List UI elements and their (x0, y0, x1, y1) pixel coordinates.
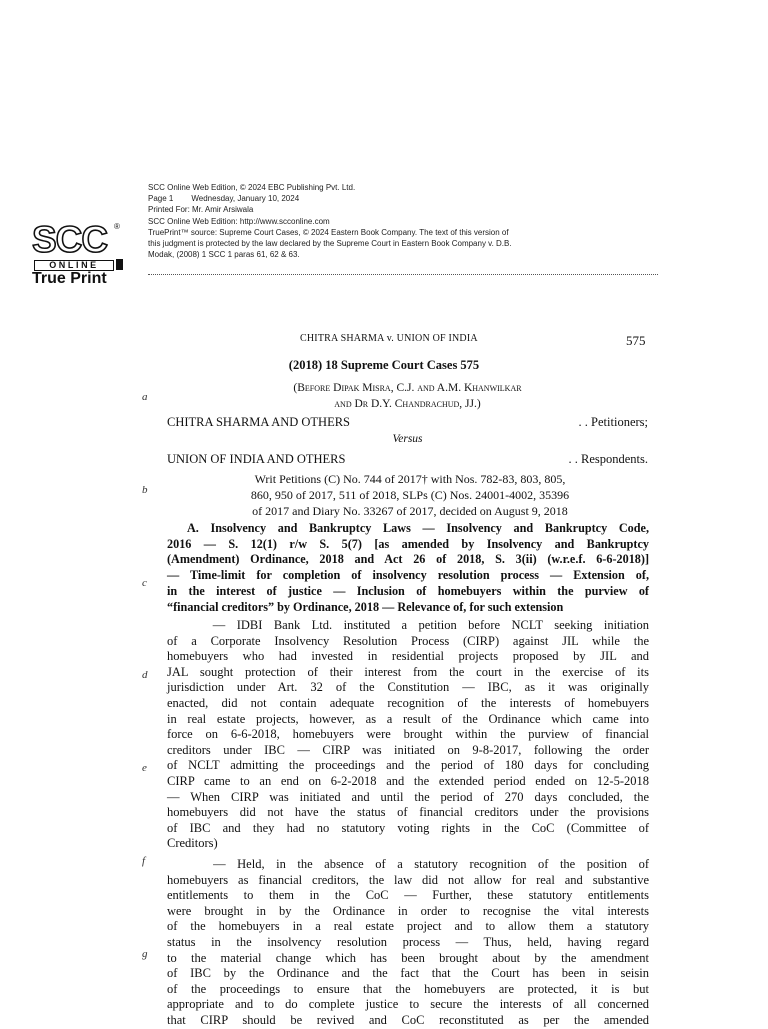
logo-scc-text: SCC (32, 219, 108, 260)
para-line: JAL sought protection of their interest from the court in the exercise of its (167, 664, 649, 679)
para-line: appropriate and to do complete justice to secure the interests of all concerned (167, 997, 649, 1012)
case-citation: (2018) 18 Supreme Court Cases 575 (288, 358, 480, 372)
para-line: of IBC by the Ordinance and the fact that the Court has been in seisin (167, 966, 649, 981)
writ-line-3: of 2017 and Diary No. 33267 of 2017, decided on August 9, 2018 (252, 503, 568, 518)
headnote-line: (Amendment) Ordinance, 2018 and Act 26 of 2018, S. 3(ii) (w.r.e.f. 6-6-2018)] (167, 552, 649, 567)
para-line: of a Corporate Insolvency Resolution Process (CIRP) against JIL while the (167, 633, 649, 648)
margin-letter-e: e (142, 762, 147, 774)
para-line: jurisdiction under Art. 32 of the Constitution — IBC, as it was originally (167, 680, 649, 695)
running-head: CHITRA SHARMA v. UNION OF INDIA (300, 333, 478, 344)
para-line: were brought in by the Ordinance in order to recognise the vital interests (167, 903, 649, 918)
bench-line-1: (Before Dipak Misra, C.J. and A.M. Khanwilkar (293, 382, 522, 394)
para-line: homebuyers as financial creditors, the law did not allow for real and substantive (167, 872, 649, 887)
para-line: — When CIRP was initiated and until the period of 270 days concluded, the (167, 789, 649, 804)
page-number: 575 (626, 333, 646, 348)
header-line-website: SCC Online Web Edition: http://www.scconline.com (148, 216, 330, 226)
writ-line-2: 860, 950 of 2017, 511 of 2018, SLPs (C) Nos. 24001-4002, 35396 (250, 487, 570, 502)
respondent-role: . . Respondents. (568, 452, 648, 466)
headnote-line: — Time-limit for completion of insolvency resolution process — Extension of, (167, 568, 649, 583)
logo-true-print-text: True Print (32, 270, 107, 287)
headnote-paragraph-1 (167, 618, 649, 852)
para-line: of IBC and they had no statutory voting rights in the CoC (Committee of (167, 820, 649, 835)
logo-registered-mark: ® (114, 222, 120, 231)
para-line: entitlements to them in the CoC — Further, these statutory entitlements (167, 888, 649, 903)
para-line: CIRP came to an end on 6-2-2018 and the extended period ended on 12-5-2018 (167, 773, 649, 788)
headnote-line: in the interest of justice — Inclusion of homebuyers within the purview of (167, 583, 649, 598)
writ-line-1: Writ Petitions (C) No. 744 of 2017† with Nos. 782-83, 803, 805, (254, 472, 566, 486)
para-line: Creditors) (167, 836, 218, 851)
para-line: that CIRP should be revived and CoC reconstituted as per the amended (167, 1012, 649, 1027)
para-line: status in the insolvency resolution process — Thus, held, having regard (167, 934, 649, 949)
margin-letter-b: b (142, 484, 148, 496)
para-line: of the homebuyers in a real estate project and to allow them a statutory (167, 919, 649, 934)
writ-petition-details (0, 472, 768, 519)
petitioner-name: CHITRA SHARMA AND OTHERS (167, 415, 351, 429)
headnote-line: A. Insolvency and Bankruptcy Laws — Insolvency and Bankruptcy Code, (187, 521, 649, 535)
header-line-printed-for: Printed For: Mr. Amir Arsiwala (148, 205, 254, 215)
para-line: — Held, in the absence of a statutory recognition of the position of (167, 857, 649, 871)
para-line: — IDBI Bank Ltd. instituted a petition before NCLT seeking initiation (167, 618, 649, 632)
bench-line-2: and Dr D.Y. Chandrachud, JJ.) (334, 398, 481, 410)
header-divider (148, 274, 658, 275)
header-line-page (148, 193, 658, 204)
bench-composition (0, 380, 768, 412)
header-line-edition: SCC Online Web Edition, © 2024 EBC Publishing Pvt. Ltd. (148, 183, 356, 192)
para-line: enacted, did not contain adequate recognition of the interests of homebuyers (167, 695, 649, 710)
para-line: homebuyers who had invested in residential projects proposed by JIL and (167, 649, 649, 664)
para-line: to the material change which has been brought about by the amendment (167, 950, 649, 965)
margin-letter-g: g (142, 948, 148, 960)
headnote-line: 2016 — S. 12(1) r/w S. 5(7) [as amended by Insolvency and Bankruptcy (167, 536, 649, 551)
para-line: of the proceedings to ensure that the homebuyers are protected, it is but (167, 981, 649, 996)
margin-letter-c: c (142, 577, 147, 589)
margin-letter-a: a (142, 391, 148, 403)
para-line: force on 6-6-2018, homebuyers were brought within the purview of financial (167, 727, 649, 742)
header-line-source-3: Modak, (2008) 1 SCC 1 paras 61, 62 & 63. (148, 250, 300, 260)
versus-label: Versus (392, 433, 423, 445)
logo-online-text: ONLINE (34, 260, 114, 271)
headnote-line: “financial creditors” by Ordinance, 2018 — Relevance of, for such extension (167, 599, 564, 614)
headnote-paragraph-2 (167, 857, 649, 1029)
respondent-name: UNION OF INDIA AND OTHERS (167, 452, 346, 466)
para-line: in real estate projects, however, as a result of the Ordinance which came into (167, 711, 649, 726)
header-line-source-1: TruePrint™ source: Supreme Court Cases, © 2024 Eastern Book Company. The text of this version of (148, 227, 509, 237)
header-line-source-2: this judgment is protected by the law declared by the Supreme Court in Eastern Book Company v. D.B. (148, 239, 512, 249)
para-line: homebuyers did not have the status of financial creditors under the provisions (167, 805, 649, 820)
scc-online-logo (30, 219, 126, 288)
para-line: creditors under IBC — CIRP was initiated on 9-8-2017, following the order (167, 742, 649, 757)
margin-letter-d: d (142, 669, 148, 681)
margin-letter-f: f (142, 855, 146, 867)
para-line: of NCLT admitting the proceedings and the period of 180 days for concluding (167, 758, 649, 773)
print-header (148, 182, 658, 260)
header-page-label: Page 1 (148, 194, 174, 204)
headnote-a (167, 521, 649, 615)
logo-flag-icon (116, 259, 123, 270)
petitioner-role: . . Petitioners; (578, 415, 648, 429)
header-date: Wednesday, January 10, 2024 (191, 194, 300, 204)
